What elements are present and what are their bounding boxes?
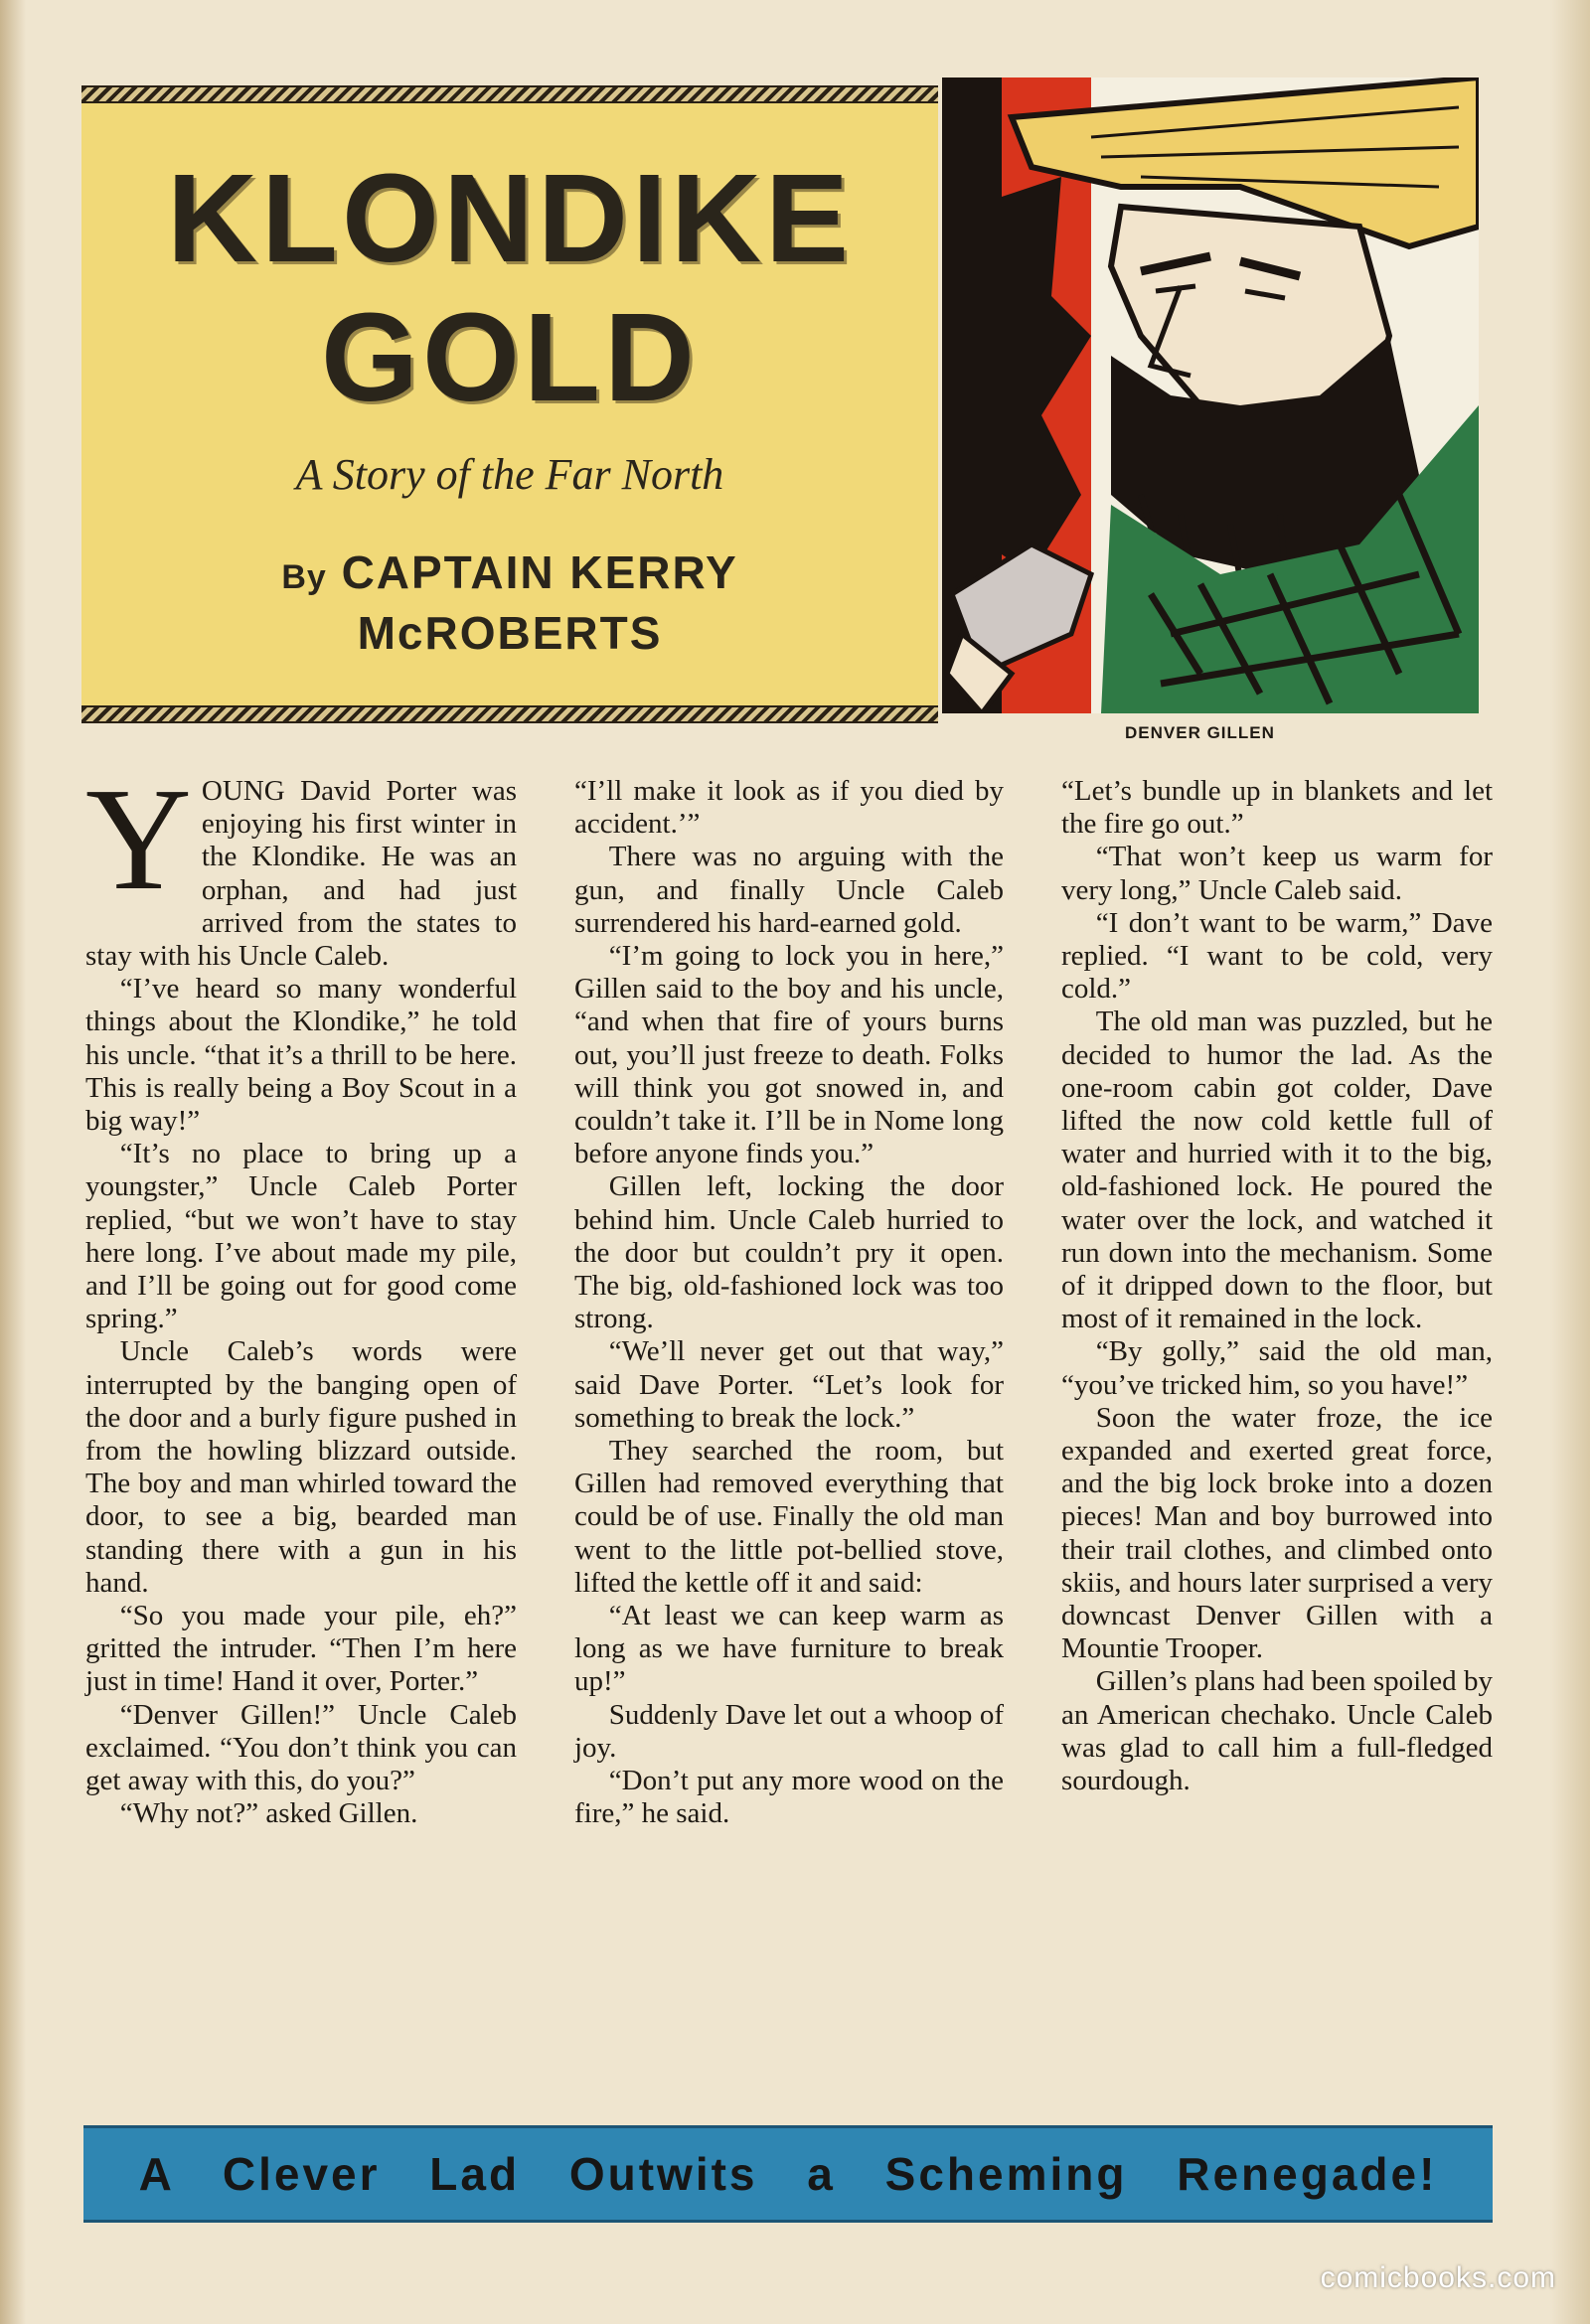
- story-paragraph: “Let’s bundle up in blankets and let the fire go out.”: [1061, 775, 1493, 841]
- story-paragraph: “We’ll never get out that way,” said Dave Porter. “Let’s look for something to break the lock.”: [574, 1335, 1004, 1434]
- tagline-text: A Clever Lad Outwits a Scheming Renegade!: [138, 2148, 1438, 2200]
- story-paragraph: The old man was puzzled, but he decided to humor the lad. As the one-room cabin got colder, Dave lifted the now cold kettle full of water and hurried with it to the big, old-fashioned lock. He poured the water over the lock, and watched it run down into the mechanism. Some of it dripped down to the floor, but most of it remained in the lock.: [1061, 1006, 1493, 1335]
- story-paragraph: “Denver Gillen!” Uncle Caleb exclaimed. “You don’t think you can get away with this, do you?”: [85, 1698, 517, 1797]
- byline: [81, 544, 938, 661]
- story-title-line-1: KLONDIKE: [167, 148, 853, 288]
- story-paragraph: “Why not?” asked Gillen.: [119, 1797, 418, 1830]
- author-line-2: McROBERTS: [357, 607, 663, 659]
- site-watermark: comicbooks.com: [1320, 2261, 1556, 2294]
- rope-border-bottom: [81, 705, 938, 723]
- story-paragraph: Gillen left, locking the door behind him. Uncle Caleb hurried to the door but couldn’t pry it open. The big, old-fashioned lock was too strong.: [574, 1170, 1004, 1335]
- story-paragraph: “By golly,” said the old man, “you’ve tricked him, so you have!”: [1061, 1335, 1493, 1401]
- story-column-3: [1061, 775, 1493, 2096]
- bearded-man-portrait: [942, 77, 1479, 713]
- bearded-man-illustration: [942, 77, 1479, 713]
- story-paragraph: There was no arguing with the gun, and finally Uncle Caleb surrendered his hard-earned gold.: [574, 841, 1004, 939]
- tagline-banner: [83, 2125, 1493, 2223]
- story-paragraph: “It’s no place to bring up a youngster,” Uncle Caleb Porter replied, “but we won’t have to stay here long. I’ve about made my pile, and I’ll be going out for good come spring.”: [85, 1138, 517, 1335]
- story-paragraph: “That won’t keep us warm for very long,” Uncle Caleb said.: [1061, 841, 1493, 906]
- story-paragraph: They searched the room, but Gillen had removed everything that could be of use. Finally the old man went to the little pot-bellied stove, lifted the kettle off it and said:: [574, 1435, 1004, 1599]
- story-paragraph: Uncle Caleb’s words were interrupted by the banging open of the door and a burly figure pushed in from the howling blizzard outside. The boy and man whirled toward the door, to see a big, bearded man standing there with a gun in his hand.: [85, 1335, 517, 1599]
- artist-credit: DENVER GILLEN: [1125, 723, 1275, 742]
- story-paragraph: “At least we can keep warm as long as we have furniture to break up!”: [574, 1600, 1004, 1698]
- story-title-line-2: GOLD: [321, 287, 699, 427]
- story-paragraph: [85, 758, 517, 973]
- story-paragraph: “I don’t want to be warm,” Dave replied. “I want to be cold, very cold.”: [1061, 906, 1493, 1006]
- story-paragraph: “I’ll make it look as if you died by accident.’”: [574, 775, 1004, 841]
- story-paragraph: “Don’t put any more wood on the fire,” he said.: [574, 1765, 1004, 1830]
- rope-border-top: [81, 85, 938, 103]
- page-edge-left: [0, 0, 26, 2324]
- byline-prefix: By: [281, 558, 327, 596]
- drop-cap: Y: [85, 758, 192, 921]
- story-column-1: [85, 758, 517, 2096]
- story-paragraph: “I’m going to lock you in here,” Gillen said to the boy and his uncle, “and when that fire of yours burns out, you’ll just freeze to death. Folks will think you got snowed in, and couldn’t take it. I’ll be in Nome long before anyone finds you.”: [574, 940, 1004, 1170]
- story-subtitle: A Story of the Far North: [295, 450, 724, 499]
- author-line-1: CAPTAIN KERRY: [341, 546, 738, 598]
- story-paragraph: Gillen’s plans had been spoiled by an American chechako. Uncle Caleb was glad to call him a full-fledged sourdough.: [1061, 1665, 1493, 1797]
- story-column-2: [574, 775, 1004, 2096]
- story-paragraph: “I’ve heard so many wonderful things about the Klondike,” he told his uncle. “that it’s a thrill to be here. This is really being a Boy Scout in a big way!”: [85, 973, 517, 1138]
- story-paragraph: Soon the water froze, the ice expanded and exerted great force, and the big lock broke into a dozen pieces! Man and boy burrowed into their trail clothes, and climbed onto skiis, and hours later surprised a very downcast Denver Gillen with a Mountie Trooper.: [1061, 1401, 1493, 1665]
- paragraph-text: OUNG David Porter was enjoying his first winter in the Klondike. He was an orphan, and had just arrived from the states to stay with his Uncle Caleb.: [85, 775, 517, 973]
- story-paragraph: “So you made your pile, eh?” gritted the intruder. “Then I’m here just in time! Hand it over, Porter.”: [85, 1600, 517, 1698]
- story-paragraph: Suddenly Dave let out a whoop of joy.: [574, 1698, 1004, 1764]
- page-edge-right: [1550, 0, 1590, 2324]
